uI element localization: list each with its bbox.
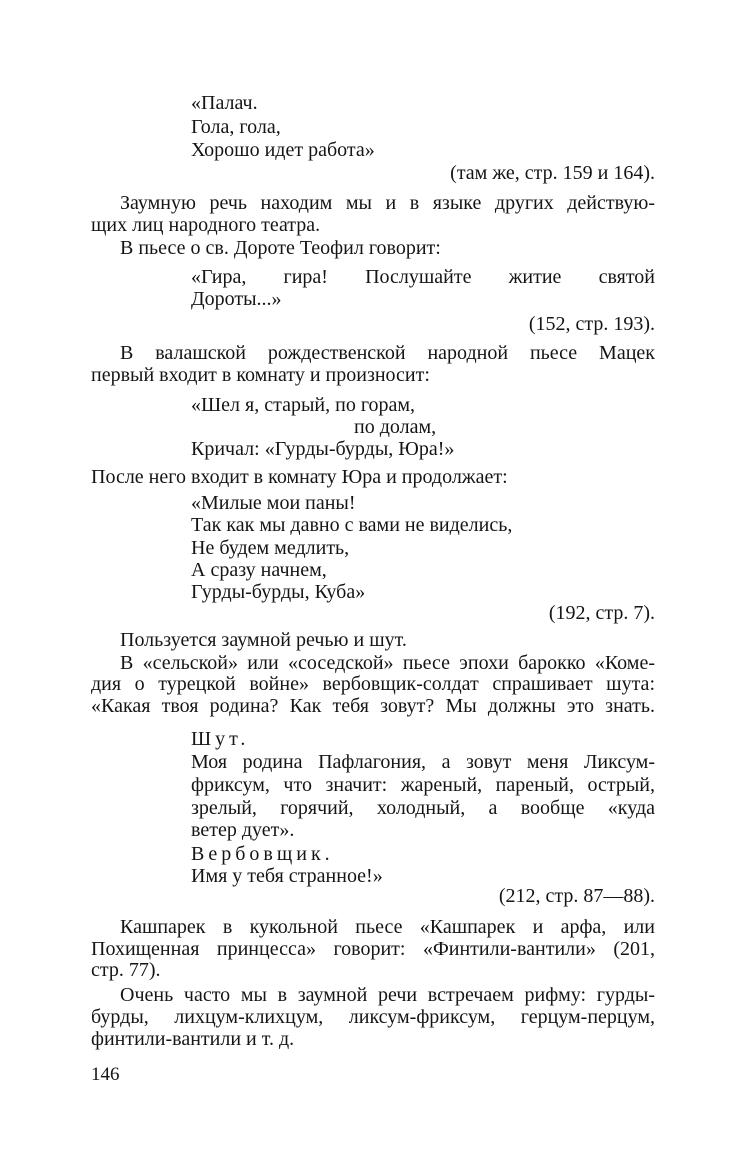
- quote-line: Дороты...»: [191, 288, 282, 310]
- verse-line: «Шел я, старый, по горам,: [191, 394, 416, 416]
- body-line: Очень часто мы в заумной речи встречаем рифму: гурды-: [120, 984, 655, 1006]
- verse-line: А сразу начнем,: [191, 559, 327, 581]
- speaker-line: «Палач.: [191, 92, 258, 114]
- body-line: Пользуется заумной речью и шут.: [120, 629, 407, 651]
- body-line: В пьесе о св. Дороте Теофил говорит:: [120, 237, 441, 259]
- quote-line: зрелый, горячий, холодный, а вообще «куда: [191, 797, 655, 819]
- verse-line: Гола, гола,: [191, 116, 281, 138]
- verse-line: Кричал: «Гурды-бурды, Юра!»: [191, 438, 455, 460]
- body-line: В «сельской» или «соседской» пьесе эпохи барокко «Коме-: [120, 652, 655, 674]
- body-line: дия о турецкой войне» вербовщик-солдат спрашивает шута:: [91, 673, 655, 695]
- body-line: стр. 77).: [91, 959, 161, 981]
- body-line: Кашпарек в кукольной пьесе «Кашпарек и арфа, или: [120, 916, 655, 938]
- citation: (152, стр. 193).: [528, 313, 655, 335]
- verse-line: Гурды-бурды, Куба»: [191, 581, 366, 603]
- body-line: бурды, лихцум-клихцум, ликсум-фриксум, герцум-перцум,: [91, 1006, 655, 1028]
- quote-line: Моя родина Пафлагония, а зовут меня Ликсум-: [191, 751, 655, 773]
- citation: (212, стр. 87—88).: [498, 885, 655, 907]
- body-line: щих лиц народного театра.: [91, 214, 321, 236]
- quote-line: Имя у тебя странное!»: [191, 865, 383, 887]
- verse-line: Не будем медлить,: [191, 537, 350, 559]
- body-line: финтили-вантили и т. д.: [91, 1028, 295, 1050]
- verse-line: «Милые мои паны!: [191, 492, 356, 514]
- quote-line: фриксум, что значит: жареный, пареный, острый,: [191, 774, 655, 796]
- verse-line: Так как мы давно с вами не виделись,: [191, 514, 513, 536]
- citation: (там же, стр. 159 и 164).: [450, 162, 655, 184]
- body-line: В валашской рождественской народной пьесе Мацек: [120, 342, 655, 364]
- speaker-line: Шут.: [191, 728, 250, 750]
- page-number: 146: [91, 1064, 120, 1085]
- verse-line: по долам,: [354, 416, 437, 438]
- quote-line: «Гира, гира! Послушайте житие святой: [191, 266, 655, 288]
- citation: (192, стр. 7).: [548, 602, 655, 624]
- body-line: «Какая твоя родина? Как тебя зовут? Мы должны это знать.: [91, 695, 655, 717]
- body-line: Заумную речь находим мы и в языке других действую-: [120, 192, 655, 214]
- body-line: первый входит в комнату и произносит:: [91, 364, 430, 386]
- quote-line: ветер дует».: [191, 819, 295, 841]
- body-line: После него входит в комнату Юра и продолжает:: [91, 466, 508, 488]
- body-line: Похищенная принцесса» говорит: «Финтили-вантили» (201,: [91, 938, 655, 960]
- verse-line: Хорошо идет работа»: [191, 139, 375, 161]
- speaker-line: Вербовщик.: [191, 843, 334, 865]
